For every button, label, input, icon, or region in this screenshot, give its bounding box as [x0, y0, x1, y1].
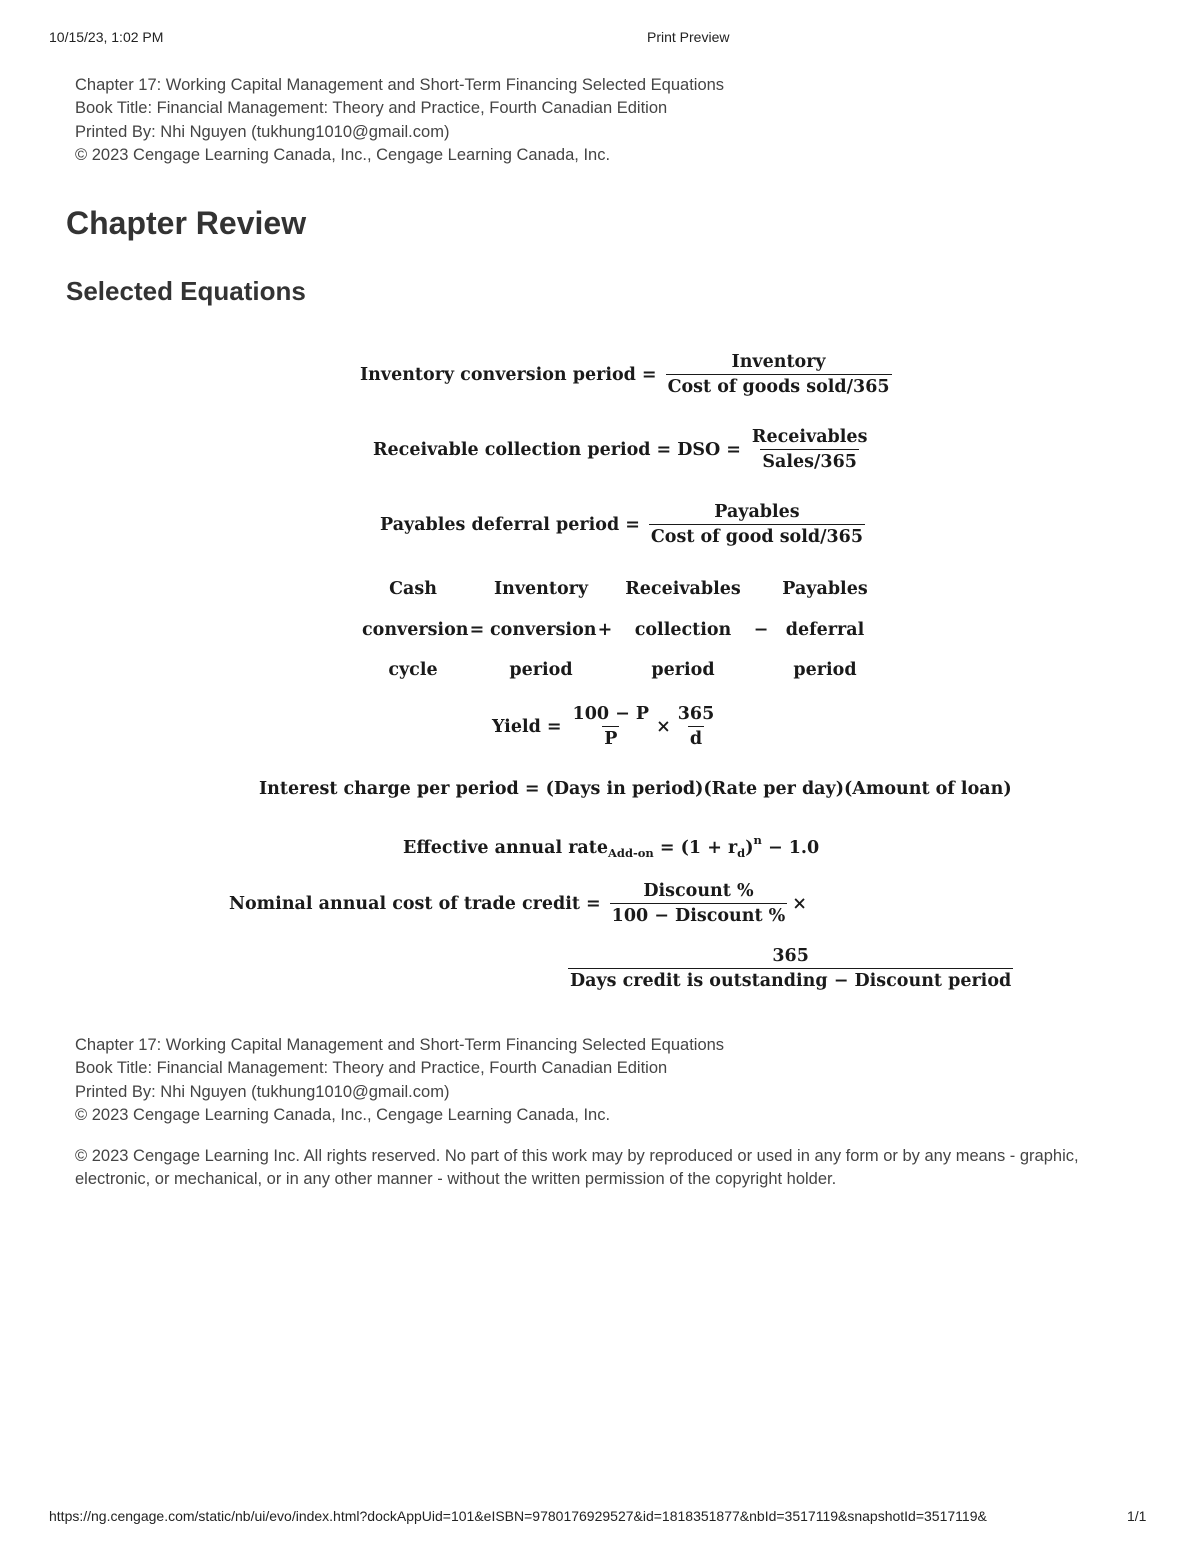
eq-equals: = [726, 439, 741, 460]
section-subtitle: Selected Equations [66, 276, 306, 306]
eq-times: × [792, 893, 807, 914]
ccc-operator: − [753, 619, 769, 640]
meta-copyright: © 2023 Cengage Learning Canada, Inc., Cengage Learning Canada, Inc. [75, 145, 611, 164]
equation-trade-credit [229, 881, 807, 926]
rights-notice: © 2023 Cengage Learning Inc. All rights reserved. No part of this work may by reproduced or used in any form or by any means - graphic, electronic, or mechanical, or in any other manner - without the written permission of the copyright holder. [75, 1147, 1079, 1189]
equation-trade-credit-fraction-2 [568, 946, 1013, 991]
meta-copyright: © 2023 Cengage Learning Canada, Inc., Cengage Learning Canada, Inc. [75, 1105, 611, 1124]
eq-denominator: Cost of goods sold/365 [666, 374, 892, 397]
ccc-cell [464, 569, 490, 610]
meta-book-title: Book Title: Financial Management: Theory and Practice, Fourth Canadian Edition [75, 99, 668, 118]
eq-lhs: Effective annual rate [403, 838, 608, 858]
eq-fraction [666, 352, 892, 397]
eq-denominator: Days credit is outstanding − Discount period [568, 968, 1013, 991]
eq-lhs: Inventory conversion period [360, 364, 636, 385]
equation-inventory-conversion [360, 352, 895, 397]
eq-rhs: − 1.0 [761, 838, 820, 858]
eq-equals: = [585, 893, 601, 914]
eq-fraction [649, 502, 865, 547]
page-title: Chapter Review [66, 205, 307, 241]
eq-lhs: Payables deferral period [380, 514, 620, 535]
eq-denominator: Sales/365 [760, 449, 859, 472]
ccc-cell: Payables [782, 579, 868, 599]
eq-numerator: 365 [677, 704, 715, 724]
eq-fraction [571, 704, 652, 749]
meta-printed-by: Printed By: Nhi Nguyen (tukhung1010@gmail.com) [75, 122, 450, 141]
eq-fraction [610, 881, 788, 926]
meta-book-title: Book Title: Financial Management: Theory and Practice, Fourth Canadian Edition [75, 1059, 668, 1078]
eq-superscript: n [753, 833, 762, 847]
meta-chapter: Chapter 17: Working Capital Management and Short-Term Financing Selected Equations [75, 1036, 725, 1054]
ccc-cell: conversion [362, 619, 469, 640]
ccc-cell: cycle [388, 660, 438, 680]
eq-numerator: Inventory [731, 352, 826, 372]
eq-dso: DSO [677, 439, 721, 460]
ccc-cell: Cash [389, 579, 437, 599]
eq-fraction [676, 704, 717, 749]
footer-url: https://ng.cengage.com/static/nb/ui/evo/index.html?dockAppUid=101&eISBN=9780176929527&id=1818351877&nbId=3517119&snapshotId=3517119& [49, 1508, 987, 1524]
eq-rhs: = (1 + r [659, 838, 738, 858]
eq-equals: = [641, 364, 657, 385]
eq-rhs: ) [745, 838, 754, 858]
meta-chapter: Chapter 17: Working Capital Management and Short-Term Financing Selected Equations [75, 76, 725, 94]
ccc-cell [748, 569, 774, 610]
print-datetime: 10/15/23, 1:02 PM [49, 29, 164, 45]
eq-numerator: 100 − P [572, 704, 650, 724]
ccc-cell [748, 650, 774, 691]
eq-lhs: Receivable collection period [373, 439, 651, 460]
ccc-cell: period [509, 660, 573, 680]
equation-receivable-collection [373, 427, 872, 472]
ccc-cell: conversion [490, 619, 597, 640]
print-header-title: Print Preview [647, 29, 730, 45]
eq-denominator: P [602, 726, 619, 749]
ccc-cell [592, 650, 618, 691]
equation-interest-charge: Interest charge per period = (Days in period)(Rate per day)(Amount of loan) [259, 779, 1012, 799]
equation-yield [492, 704, 719, 749]
eq-fraction [750, 427, 870, 472]
ccc-cell: collection [634, 619, 732, 640]
ccc-cell: Inventory [493, 579, 589, 599]
ccc-cell: period [651, 660, 715, 680]
footer-page-number: 1/1 [1127, 1508, 1147, 1524]
ccc-cell [592, 569, 618, 610]
ccc-operator: = [469, 619, 485, 640]
eq-numerator: Payables [714, 502, 800, 522]
equation-effective-annual-rate [403, 833, 819, 860]
eq-subscript: d [737, 846, 746, 860]
equation-cash-conversion-cycle [362, 569, 876, 691]
eq-lhs: Yield [492, 716, 541, 737]
meta-printed-by: Printed By: Nhi Nguyen (tukhung1010@gmail.com) [75, 1082, 450, 1101]
document-meta-bottom [75, 1034, 724, 1127]
eq-equals: = [625, 514, 640, 535]
eq-subscript: Add-on [607, 846, 654, 860]
eq-equals: = [546, 716, 562, 737]
ccc-operator: + [597, 619, 613, 640]
ccc-cell: deferral [785, 619, 865, 640]
eq-denominator: Cost of good sold/365 [649, 524, 865, 547]
eq-denominator: d [688, 726, 704, 749]
ccc-cell: Receivables [625, 579, 741, 599]
eq-equals: = [656, 439, 672, 460]
eq-denominator: 100 − Discount % [610, 903, 788, 926]
eq-fraction [568, 946, 1013, 991]
eq-lhs: Nominal annual cost of trade credit [229, 893, 580, 914]
eq-numerator: Discount % [643, 881, 754, 901]
equation-payables-deferral [380, 502, 868, 547]
ccc-cell: period [793, 660, 857, 680]
document-meta-top [75, 74, 724, 167]
ccc-cell [464, 650, 490, 691]
eq-times: × [656, 716, 671, 737]
eq-numerator: Receivables [751, 427, 868, 447]
eq-numerator: 365 [772, 946, 809, 966]
